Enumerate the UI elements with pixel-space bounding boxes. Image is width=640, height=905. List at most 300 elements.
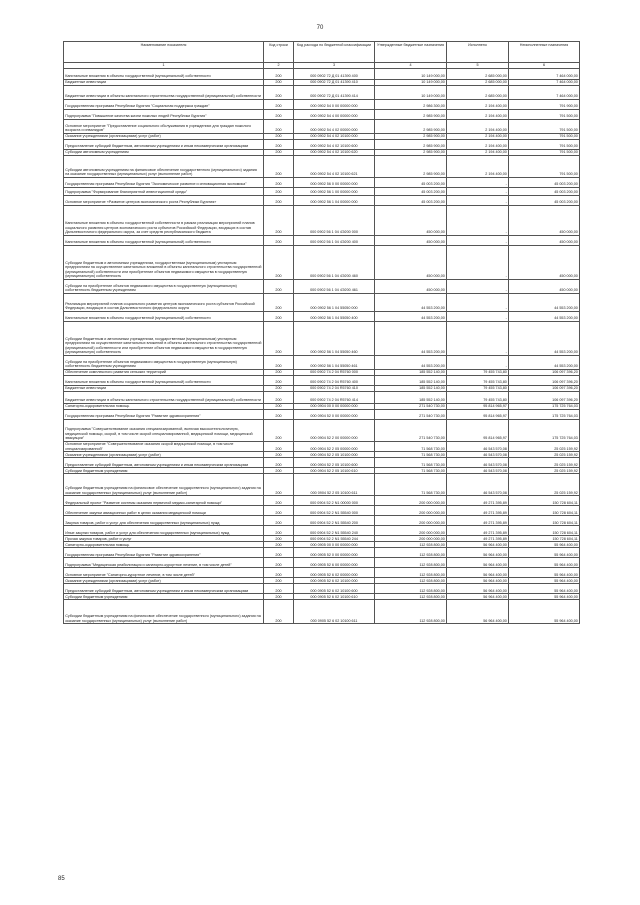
row-classification: 000 0902 56 1 04 4Э200 460 [294, 246, 375, 280]
row-executed: - [447, 236, 509, 246]
row-name: Оказание учреждениями (организациями) услуг (работ) [64, 578, 264, 584]
row-name: Государственная программа Республики Бурятия "Экономическое развитие и инновационная экономика" [64, 178, 264, 188]
row-approved: 185 552 140,00 [375, 370, 447, 376]
row-executed: 46 543 570,08 [447, 474, 509, 496]
row-classification: 000 0902 72 Д 01 41390 400 [294, 69, 375, 80]
row-approved: 450 000,00 [375, 206, 447, 236]
row-classification: 000 0902 56 0 00 00000 000 [294, 178, 375, 188]
row-classification: 000 0902 56 1 04 55050 461 [294, 356, 375, 370]
row-name: Основное мероприятие "Совершенствование оказания скорой медицинской помощи, в том числе специализированной" [64, 442, 264, 452]
row-remaining: 55 964 400,00 [509, 542, 580, 548]
row-code: 200 [264, 558, 294, 568]
row-executed: 79 455 743,80 [447, 370, 509, 376]
row-approved: 44 553 200,00 [375, 294, 447, 312]
row-executed: 79 455 743,80 [447, 376, 509, 386]
row-classification: 000 0904 52 2 05 10100 610 [294, 468, 375, 474]
row-code: 200 [264, 404, 294, 410]
row-code: 200 [264, 196, 294, 206]
row-executed: 2 194 400,00 [447, 156, 509, 178]
row-executed: 2 194 400,00 [447, 140, 509, 150]
row-remaining: 175 725 764,03 [509, 404, 580, 410]
table-row [64, 100, 580, 110]
row-name: Субсидии на приобретение объектов недвижимого имущества в государственную (муниципальную) собственность бюджетным учреждениям [64, 356, 264, 370]
row-name: Подпрограмма "Повышение качества жизни пожилых людей Республики Бурятия" [64, 110, 264, 120]
table-row [64, 548, 580, 558]
row-remaining: 25 025 159,92 [509, 468, 580, 474]
row-name: Государственная программа Республики Бурятия "Развитие здравоохранения" [64, 410, 264, 420]
row-code: 200 [264, 542, 294, 548]
row-approved: 44 553 200,00 [375, 356, 447, 370]
table-row [64, 452, 580, 458]
row-code: 200 [264, 322, 294, 356]
row-code: 200 [264, 134, 294, 140]
row-executed: 56 964 400,00 [447, 600, 509, 624]
row-name: Субсидии бюджетным учреждениям [64, 468, 264, 474]
table-row [64, 120, 580, 134]
header-classification: Код расхода по бюджетной классификации [294, 42, 375, 63]
row-classification: 000 0902 56 1 04 4Э200 000 [294, 206, 375, 236]
row-approved: 112 928 800,00 [375, 584, 447, 594]
row-code: 200 [264, 312, 294, 322]
row-remaining: 44 553 200,00 [509, 294, 580, 312]
row-classification: 000 0905 52 6 02 10100 000 [294, 578, 375, 584]
row-name: Основное мероприятие "Предоставление социального обслуживания в учреждениях для граждан пожилого возраста и инвалидов" [64, 120, 264, 134]
row-remaining: 7 464 000,00 [509, 69, 580, 80]
row-executed: 56 964 400,00 [447, 584, 509, 594]
row-name: Предоставление субсидий бюджетным, автономным учреждениям и иным некоммерческим организациям [64, 458, 264, 468]
column-number: 3 [294, 63, 375, 69]
table-row [64, 178, 580, 188]
row-code: 200 [264, 496, 294, 506]
row-approved: 2 986 300,00 [375, 100, 447, 110]
row-approved: 2 985 900,00 [375, 150, 447, 156]
row-approved: 200 000 000,00 [375, 536, 447, 542]
row-code: 200 [264, 110, 294, 120]
row-remaining: 55 964 400,00 [509, 600, 580, 624]
page-number-top: 70 [316, 25, 324, 31]
row-name: Предоставление субсидий бюджетным, автономным учреждениям и иным некоммерческим организациям [64, 584, 264, 594]
row-remaining: 791 500,00 [509, 120, 580, 134]
row-name: Субсидии автономным учреждениям на финансовое обеспечение государственного (муниципального) задания на оказание государственных (муниципальных) услуг (выполнение работ) [64, 156, 264, 178]
row-executed: 46 543 570,08 [447, 458, 509, 468]
row-classification: 000 0905 52 6 00 00000 000 [294, 558, 375, 568]
table-row [64, 140, 580, 150]
row-approved: 200 000 000,00 [375, 516, 447, 526]
row-code: 200 [264, 376, 294, 386]
row-classification: 000 0902 74 2 04 R5760 000 [294, 370, 375, 376]
row-approved: 10 149 000,00 [375, 86, 447, 100]
row-classification: 000 0902 56 1 04 55050 400 [294, 312, 375, 322]
row-name: Субсидии на приобретение объектов недвижимого имущества в государственную (муниципальную) собственность бюджетным учреждениям [64, 280, 264, 294]
row-classification: 000 0902 74 2 04 R5760 410 [294, 386, 375, 392]
row-name: Государственная программа Республики Бурятия "Социальная поддержка граждан" [64, 100, 264, 110]
row-code: 200 [264, 468, 294, 474]
row-approved: 200 000 000,00 [375, 506, 447, 516]
row-name: Федеральный проект "Развитие системы оказания первичной медико-санитарной помощи" [64, 496, 264, 506]
row-name: Субсидии автономным учреждениям [64, 150, 264, 156]
row-classification: 000 0902 56 1 04 4Э200 461 [294, 280, 375, 294]
row-code: 200 [264, 280, 294, 294]
row-code: 200 [264, 206, 294, 236]
row-remaining: 55 964 400,00 [509, 568, 580, 578]
row-executed: - [447, 246, 509, 280]
budget-execution-table [63, 41, 580, 624]
row-approved: 2 985 900,00 [375, 134, 447, 140]
row-code: 200 [264, 370, 294, 376]
row-approved: 10 149 000,00 [375, 69, 447, 80]
row-approved: 2 985 900,00 [375, 120, 447, 134]
row-approved: 271 540 730,00 [375, 410, 447, 420]
table-row [64, 312, 580, 322]
row-executed: 2 194 400,00 [447, 150, 509, 156]
table-row [64, 236, 580, 246]
row-classification: 000 0902 54 4 00 00000 000 [294, 110, 375, 120]
row-classification: 000 0902 54 4 02 10100 000 [294, 134, 375, 140]
row-code: 200 [264, 452, 294, 458]
row-remaining: 25 025 159,92 [509, 474, 580, 496]
table-row [64, 410, 580, 420]
column-number: 1 [64, 63, 264, 69]
row-code: 200 [264, 458, 294, 468]
table-row [64, 516, 580, 526]
row-remaining: 150 728 604,11 [509, 536, 580, 542]
row-name: Подпрограмма "Формирование благоприятной инвестиционной среды" [64, 188, 264, 196]
row-name: Основное мероприятие "Санаторно-курортное лечение, в том числе детей" [64, 568, 264, 578]
row-classification: 000 0905 00 0 00 00000 000 [294, 542, 375, 548]
row-classification: 000 0902 56 1 04 55050 000 [294, 294, 375, 312]
row-code: 200 [264, 392, 294, 404]
row-approved: 450 000,00 [375, 280, 447, 294]
row-approved: 185 552 140,00 [375, 392, 447, 404]
row-name: Предоставление субсидий бюджетным, автономным учреждениям и иным некоммерческим организациям [64, 140, 264, 150]
row-approved: 71 568 730,00 [375, 442, 447, 452]
row-approved: 112 928 800,00 [375, 568, 447, 578]
row-remaining: 106 097 396,20 [509, 370, 580, 376]
row-approved: 112 928 800,00 [375, 542, 447, 548]
row-remaining: 25 025 159,92 [509, 452, 580, 458]
row-name: Реализация мероприятий планов социального развития центров экономического роста субъектов Российской Федерации, входящих в состав Дальневосточного федерального округа [64, 294, 264, 312]
row-approved: 2 985 900,00 [375, 156, 447, 178]
row-name: Закупка товаров, работ и услуг для обеспечения государственных (муниципальных) нужд [64, 516, 264, 526]
row-executed: - [447, 280, 509, 294]
row-code: 200 [264, 120, 294, 134]
row-approved: 45 003 200,00 [375, 196, 447, 206]
row-remaining: 450 000,00 [509, 236, 580, 246]
row-executed: - [447, 356, 509, 370]
row-executed: 2 194 400,00 [447, 134, 509, 140]
row-executed: 49 271 395,89 [447, 496, 509, 506]
row-executed: 95 814 965,97 [447, 420, 509, 442]
row-remaining: 150 728 604,11 [509, 516, 580, 526]
table-row [64, 294, 580, 312]
row-classification: 000 0902 56 1 00 00000 000 [294, 188, 375, 196]
table-header-row [64, 42, 580, 63]
row-remaining: 44 553 200,00 [509, 312, 580, 322]
row-classification: 000 0902 54 4 02 00000 000 [294, 120, 375, 134]
row-executed: 79 455 743,80 [447, 392, 509, 404]
header-code: Код строки [264, 42, 294, 63]
row-executed: - [447, 294, 509, 312]
row-code: 200 [264, 188, 294, 196]
row-name: Санаторно-оздоровительная помощь [64, 404, 264, 410]
row-name: Субсидии бюджетным и автономным учреждениям, государственным (муниципальным) унитарным предприятиям на осуществление капитальных вложений в объекты капитального строительства государственной (муниципальной) собственности или приобретение объектов недвижимого имущества в государственную (муниципальную) собственность [64, 322, 264, 356]
row-approved: 185 552 140,00 [375, 376, 447, 386]
row-executed: - [447, 322, 509, 356]
row-approved: 450 000,00 [375, 246, 447, 280]
row-approved: 112 928 800,00 [375, 594, 447, 600]
row-executed: 46 543 570,08 [447, 468, 509, 474]
row-remaining: 55 964 400,00 [509, 594, 580, 600]
row-remaining: 450 000,00 [509, 246, 580, 280]
row-remaining: 175 725 764,03 [509, 410, 580, 420]
table-row [64, 196, 580, 206]
row-remaining: 25 025 159,92 [509, 458, 580, 468]
row-executed: 95 814 965,97 [447, 404, 509, 410]
row-approved: 271 540 730,00 [375, 404, 447, 410]
table-body [64, 69, 580, 624]
row-executed: 49 271 395,89 [447, 526, 509, 536]
row-executed: 2 685 000,00 [447, 69, 509, 80]
row-code: 200 [264, 100, 294, 110]
row-classification: 000 0902 72 Д 01 41390 410 [294, 80, 375, 86]
row-approved: 71 568 730,00 [375, 452, 447, 458]
header-name: Наименование показателя [64, 42, 264, 63]
row-classification: 000 0904 52 2 05 10100 600 [294, 458, 375, 468]
row-code: 200 [264, 236, 294, 246]
table-row [64, 458, 580, 468]
column-number: 2 [264, 63, 294, 69]
row-executed: 2 685 000,00 [447, 80, 509, 86]
row-name: Бюджетные инвестиции в объекты капитального строительства государственной (муниципальной) собственности [64, 392, 264, 404]
row-executed: 56 964 400,00 [447, 542, 509, 548]
row-remaining: 106 097 396,20 [509, 386, 580, 392]
row-remaining: 150 728 604,11 [509, 526, 580, 536]
row-executed: 2 194 400,00 [447, 110, 509, 120]
row-classification: 000 0904 52 2 05 10100 000 [294, 452, 375, 458]
row-code: 200 [264, 294, 294, 312]
row-approved: 200 000 000,00 [375, 496, 447, 506]
row-remaining: 45 003 200,00 [509, 188, 580, 196]
row-code: 200 [264, 548, 294, 558]
row-code: 200 [264, 442, 294, 452]
row-classification: 000 0902 54 4 02 10100 621 [294, 156, 375, 178]
row-name: Субсидии бюджетным учреждениям [64, 594, 264, 600]
row-remaining: 25 025 159,92 [509, 442, 580, 452]
row-classification: 000 0904 52 2 N1 55540 244 [294, 536, 375, 542]
table-row [64, 188, 580, 196]
row-approved: 112 928 800,00 [375, 578, 447, 584]
table-row [64, 568, 580, 578]
row-approved: 271 540 730,00 [375, 420, 447, 442]
row-classification: 000 0904 52 2 05 10100 611 [294, 474, 375, 496]
row-executed: - [447, 178, 509, 188]
row-approved: 71 568 730,00 [375, 468, 447, 474]
row-name: Субсидии бюджетным учреждениям на финансовое обеспечение государственного (муниципального) задания на оказание государственных (муниципальных) услуг (выполнение работ) [64, 600, 264, 624]
row-code: 200 [264, 386, 294, 392]
row-remaining: 45 003 200,00 [509, 196, 580, 206]
header-executed: Исполнено [447, 42, 509, 63]
row-remaining: 106 097 396,20 [509, 392, 580, 404]
row-code: 200 [264, 536, 294, 542]
row-remaining: 450 000,00 [509, 280, 580, 294]
row-code: 200 [264, 568, 294, 578]
row-executed: - [447, 206, 509, 236]
row-executed: 46 543 570,08 [447, 452, 509, 458]
row-code: 200 [264, 474, 294, 496]
table-row [64, 506, 580, 516]
row-executed: 95 814 965,97 [447, 410, 509, 420]
row-code: 200 [264, 410, 294, 420]
row-approved: 112 928 800,00 [375, 558, 447, 568]
row-name: Субсидии бюджетным учреждениям на финансовое обеспечение государственного (муниципального) задания на оказание государственных (муниципальных) услуг (выполнение работ) [64, 474, 264, 496]
row-remaining: 7 464 000,00 [509, 80, 580, 86]
row-code: 200 [264, 156, 294, 178]
row-code: 200 [264, 594, 294, 600]
table-row [64, 558, 580, 568]
row-executed: 56 964 400,00 [447, 558, 509, 568]
table-row [64, 392, 580, 404]
row-remaining: 45 003 200,00 [509, 178, 580, 188]
row-name: Бюджетные инвестиции [64, 386, 264, 392]
table-row [64, 206, 580, 236]
row-approved: 2 985 900,00 [375, 110, 447, 120]
row-classification: 000 0904 52 0 00 00000 000 [294, 410, 375, 420]
row-classification: 000 0902 74 2 04 R5760 400 [294, 376, 375, 386]
row-name: Иные закупки товаров, работ и услуг для обеспечения государственных (муниципальных) нужд [64, 526, 264, 536]
row-executed: 56 964 400,00 [447, 594, 509, 600]
row-remaining: 55 964 400,00 [509, 548, 580, 558]
row-remaining: 791 500,00 [509, 110, 580, 120]
row-code: 200 [264, 600, 294, 624]
row-code: 200 [264, 246, 294, 280]
row-approved: 10 149 000,00 [375, 80, 447, 86]
row-name: Бюджетные инвестиции в объекты капитального строительства государственной (муниципальной) собственности [64, 86, 264, 100]
table-row [64, 578, 580, 584]
row-remaining: 791 500,00 [509, 140, 580, 150]
row-executed: 2 194 400,00 [447, 120, 509, 134]
row-approved: 45 003 200,00 [375, 178, 447, 188]
table-row [64, 600, 580, 624]
row-remaining: 175 725 764,03 [509, 420, 580, 442]
table-row [64, 134, 580, 140]
table-row [64, 370, 580, 376]
row-approved: 71 568 730,00 [375, 458, 447, 468]
row-classification: 000 0902 56 1 04 4Э200 400 [294, 236, 375, 246]
row-code: 200 [264, 420, 294, 442]
row-classification: 000 0905 52 6 02 00000 000 [294, 568, 375, 578]
row-executed: 56 964 400,00 [447, 578, 509, 584]
row-executed: 46 543 570,08 [447, 442, 509, 452]
row-code: 200 [264, 584, 294, 594]
row-executed: 49 271 395,89 [447, 506, 509, 516]
row-classification: 000 0904 00 0 00 00000 000 [294, 404, 375, 410]
row-executed: 2 194 400,00 [447, 100, 509, 110]
row-classification: 000 0902 74 2 04 R5760 414 [294, 392, 375, 404]
column-number: 5 [447, 63, 509, 69]
row-executed: - [447, 188, 509, 196]
row-executed: 2 685 000,00 [447, 86, 509, 100]
row-code: 200 [264, 506, 294, 516]
row-code: 200 [264, 516, 294, 526]
table-row [64, 322, 580, 356]
table-row [64, 86, 580, 100]
row-name: Оказание учреждениями (организациями) услуг (работ) [64, 452, 264, 458]
row-remaining: 791 500,00 [509, 150, 580, 156]
row-remaining: 791 500,00 [509, 156, 580, 178]
table-row [64, 496, 580, 506]
table-row [64, 246, 580, 280]
table-row [64, 356, 580, 370]
row-executed: 79 455 743,80 [447, 386, 509, 392]
column-number: 4 [375, 63, 447, 69]
table-row [64, 526, 580, 536]
row-code: 200 [264, 526, 294, 536]
table-row [64, 156, 580, 178]
row-remaining: 791 500,00 [509, 134, 580, 140]
row-name: Прочая закупка товаров, работ и услуг [64, 536, 264, 542]
row-approved: 112 928 800,00 [375, 548, 447, 558]
row-approved: 450 000,00 [375, 236, 447, 246]
row-approved: 200 000 000,00 [375, 526, 447, 536]
row-remaining: 450 000,00 [509, 206, 580, 236]
table-row [64, 280, 580, 294]
row-code: 200 [264, 356, 294, 370]
row-code: 200 [264, 150, 294, 156]
row-name: Обеспечение комплексного развития сельских территорий [64, 370, 264, 376]
row-executed: 56 964 400,00 [447, 548, 509, 558]
row-code: 200 [264, 86, 294, 100]
row-remaining: 44 553 200,00 [509, 356, 580, 370]
row-remaining: 150 728 604,11 [509, 496, 580, 506]
row-approved: 44 553 200,00 [375, 322, 447, 356]
row-name: Государственная программа Республики Бурятия "Развитие здравоохранения" [64, 548, 264, 558]
row-remaining: 7 464 000,00 [509, 86, 580, 100]
table-row [64, 442, 580, 452]
row-classification: 000 0904 52 2 N1 55540 240 [294, 526, 375, 536]
row-classification: 000 0904 52 2 N1 00000 000 [294, 496, 375, 506]
row-classification: 000 0902 54 4 02 10100 620 [294, 150, 375, 156]
row-executed: - [447, 196, 509, 206]
row-name: Основное мероприятие «Развитие центров экономического роста Республики Бурятия» [64, 196, 264, 206]
row-name: Подпрограмма "Медицинская реабилитация и санаторно-курортное лечение, в том числе детей" [64, 558, 264, 568]
row-executed: 49 271 395,89 [447, 516, 509, 526]
row-name: Капитальные вложения в объекты государственной (муниципальной) собственности [64, 69, 264, 80]
row-remaining: 44 553 200,00 [509, 322, 580, 356]
row-classification: 000 0904 52 2 05 00000 000 [294, 442, 375, 452]
row-name: Санаторно-оздоровительная помощь [64, 542, 264, 548]
row-executed: - [447, 312, 509, 322]
row-classification: 000 0905 52 6 02 10100 611 [294, 600, 375, 624]
row-classification: 000 0904 52 2 00 00000 000 [294, 420, 375, 442]
table-row [64, 69, 580, 80]
row-name: Оказание учреждениями (организациями) услуг (работ) [64, 134, 264, 140]
row-remaining: 150 728 604,11 [509, 506, 580, 516]
row-classification: 000 0905 52 0 00 00000 000 [294, 548, 375, 558]
row-remaining: 106 097 396,20 [509, 376, 580, 386]
row-classification: 000 0904 52 2 N1 55540 000 [294, 506, 375, 516]
row-code: 200 [264, 578, 294, 584]
row-approved: 2 985 900,00 [375, 140, 447, 150]
table-row [64, 474, 580, 496]
row-name: Субсидии бюджетным и автономным учреждениям, государственным (муниципальным) унитарным предприятиям на осуществление капитальных вложений в объекты капитального строительства государственной (муниципальной) собственности или приобретение объектов недвижимого имущества в государственную (муниципальную) собственность [64, 246, 264, 280]
row-classification: 000 0904 52 2 N1 55540 200 [294, 516, 375, 526]
row-approved: 71 568 730,00 [375, 474, 447, 496]
column-number: 6 [509, 63, 580, 69]
row-code: 200 [264, 80, 294, 86]
row-approved: 44 553 200,00 [375, 312, 447, 322]
row-remaining: 55 964 400,00 [509, 558, 580, 568]
row-classification: 000 0902 54 0 00 00000 000 [294, 100, 375, 110]
